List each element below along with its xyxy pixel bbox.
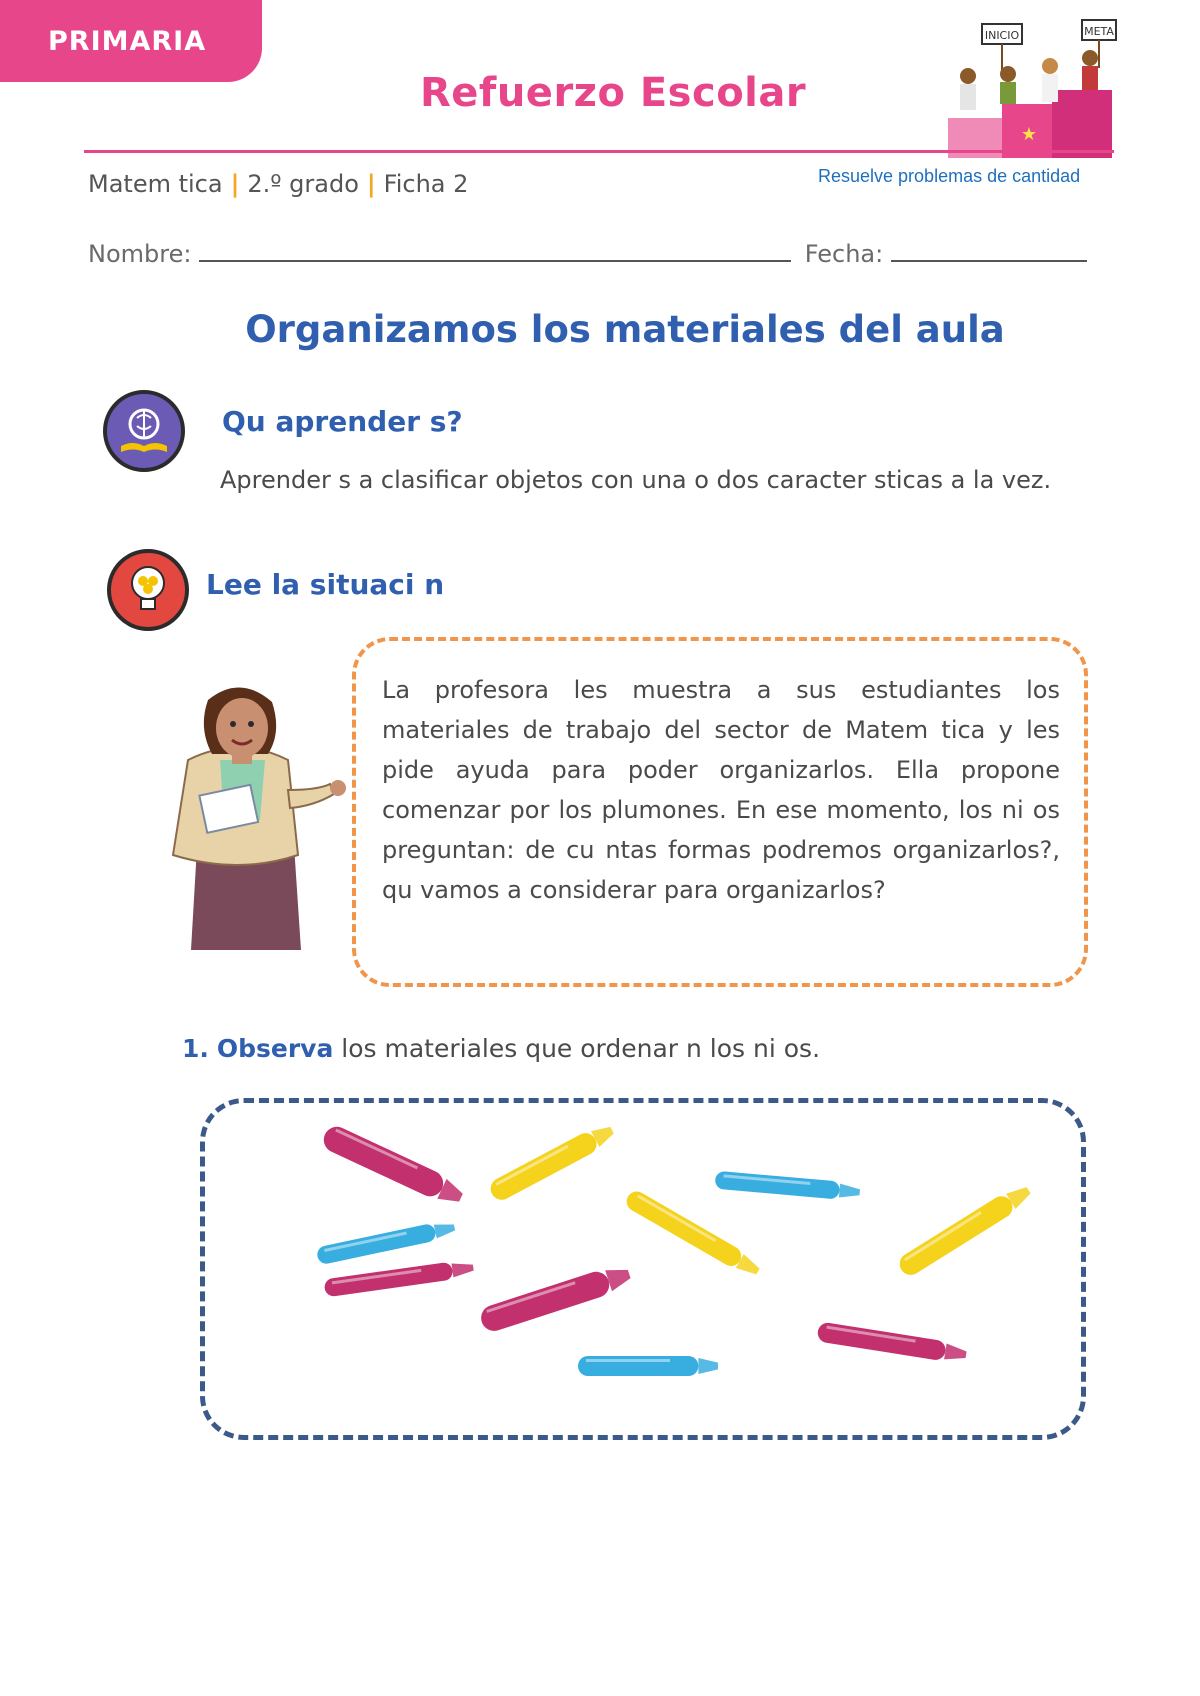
situation-heading: Lee la situaci n (206, 568, 445, 601)
name-date-row (88, 238, 1108, 268)
blue-marker (714, 1171, 860, 1202)
task-verb: Observa (216, 1034, 334, 1063)
teacher-illustration (158, 680, 348, 950)
competency-label: Resuelve problemas de cantidad (818, 166, 1081, 186)
program-title: Refuerzo Escolar (420, 70, 807, 116)
date-field[interactable] (891, 238, 1087, 262)
task-1 (182, 1034, 820, 1063)
pink-marker (478, 1262, 633, 1335)
header-rule (84, 150, 1114, 153)
yellow-marker (623, 1188, 763, 1280)
name-label: Nombre: (88, 240, 192, 268)
learn-heading: Qu aprender s? (222, 405, 463, 438)
pink-marker (323, 1259, 474, 1298)
markers-illustration (200, 1098, 1086, 1440)
subject-label: Matem tica (88, 170, 223, 198)
level-tab: PRIMARIA (0, 0, 262, 82)
name-field[interactable] (199, 238, 791, 262)
yellow-marker (896, 1181, 1035, 1279)
svg-text:★: ★ (1020, 124, 1038, 145)
page-title: Organizamos los materiales del aula (245, 308, 1005, 351)
grade-label: 2.º grado (247, 170, 359, 198)
situation-text: La profesora les muestra a sus estudiantes los materiales de trabajo del sector de Matem tica y les pide ayuda para poder organizarlos. Ella propone comenzar por los plumones. En ese momento, los ni os preguntan: de cu ntas formas podremos organizarlos?, qu vamos a considerar para organizarlos? (382, 676, 1060, 904)
lightbulb-icon (107, 549, 189, 631)
blue-marker (578, 1356, 718, 1376)
pink-marker (320, 1123, 467, 1210)
sheet-label: Ficha 2 (383, 170, 469, 198)
podium-goal-label: META (1084, 25, 1114, 38)
yellow-marker (487, 1120, 617, 1203)
brain-book-icon (103, 390, 185, 472)
blue-marker (316, 1219, 457, 1266)
task-number: 1. (182, 1034, 209, 1063)
date-label: Fecha: (804, 240, 884, 268)
worksheet-meta: Matem tica | 2.º grado | Ficha 2 (88, 170, 469, 198)
podium-start-label: INICIO (984, 29, 1020, 42)
task-text: los materiales que ordenar n los ni os. (333, 1034, 821, 1063)
pink-marker (816, 1321, 967, 1364)
podium-illustration (940, 18, 1120, 158)
learn-text: Aprender s a clasificar objetos con una o dos caracter sticas a la vez. (220, 466, 1052, 494)
